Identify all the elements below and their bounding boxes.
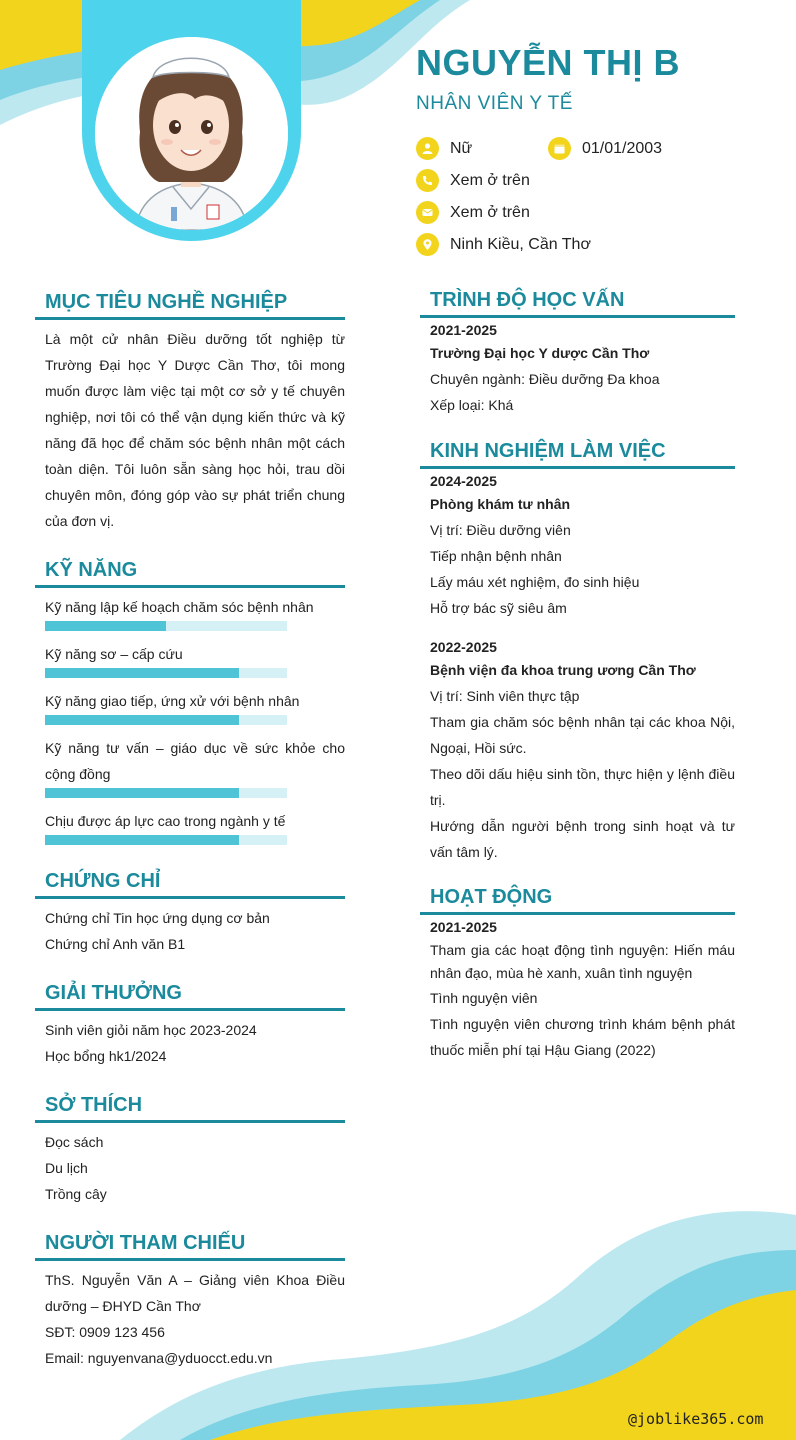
job-org: Bệnh viện đa khoa trung ương Cần Thơ bbox=[430, 662, 696, 678]
phone-row bbox=[416, 169, 530, 192]
nurse-portrait-image bbox=[95, 37, 288, 230]
skill-bar bbox=[45, 715, 287, 725]
watermark: @joblike365.com bbox=[628, 1410, 764, 1428]
skill-label: Kỹ năng tư vấn – giáo dục về sức khỏe cho cộng đồng bbox=[45, 740, 345, 782]
list-item: Sinh viên giỏi năm học 2023-2024 bbox=[45, 1022, 257, 1038]
section-divider bbox=[35, 1258, 345, 1261]
phone-value: Xem ở trên bbox=[450, 171, 530, 189]
photo-frame bbox=[82, 0, 301, 241]
job-years: 2022-2025 bbox=[430, 639, 497, 655]
candidate-name: NGUYỄN THỊ B bbox=[416, 42, 681, 83]
section-title: KỸ NĂNG bbox=[45, 559, 138, 581]
skill-bar-fill bbox=[45, 668, 239, 678]
section-title: MỤC TIÊU NGHỀ NGHIỆP bbox=[45, 291, 288, 313]
education-section bbox=[420, 287, 735, 418]
list-item: Chứng chỉ Tin học ứng dụng cơ bản bbox=[45, 910, 270, 926]
list-item: Trồng cây bbox=[45, 1186, 107, 1202]
job-detail: Lấy máu xét nghiệm, đo sinh hiệu bbox=[430, 574, 640, 590]
skill-bar-fill bbox=[45, 835, 239, 845]
section-divider bbox=[420, 315, 735, 318]
job-detail: Vị trí: Điều dưỡng viên bbox=[430, 522, 571, 538]
mail-icon bbox=[416, 201, 439, 224]
reference-person: ThS. Nguyễn Văn A – Giảng viên Khoa Điều dưỡng – ĐHYD Cần Thơ bbox=[45, 1272, 345, 1314]
activity-item: Tình nguyện viên bbox=[430, 990, 538, 1006]
address-value: Ninh Kiều, Cần Thơ bbox=[450, 235, 591, 253]
reference-phone: SĐT: 0909 123 456 bbox=[45, 1324, 165, 1340]
skill-label: Kỹ năng giao tiếp, ứng xử với bệnh nhân bbox=[45, 693, 300, 709]
job-detail: Hướng dẫn người bệnh trong sinh hoạt và tư vấn tâm lý. bbox=[430, 818, 735, 860]
location-pin-icon bbox=[416, 233, 439, 256]
skill-item bbox=[45, 641, 345, 678]
skill-bar-fill bbox=[45, 788, 239, 798]
section-title: HOẠT ĐỘNG bbox=[430, 886, 553, 908]
skill-bar-fill bbox=[45, 715, 239, 725]
section-divider bbox=[35, 585, 345, 588]
skill-item bbox=[45, 594, 345, 631]
education-grade: Xếp loại: Khá bbox=[430, 397, 514, 413]
skill-bar bbox=[45, 788, 287, 798]
section-title: TRÌNH ĐỘ HỌC VẤN bbox=[430, 289, 625, 311]
email-value: Xem ở trên bbox=[450, 203, 530, 221]
list-item: Đọc sách bbox=[45, 1134, 104, 1150]
job-title: NHÂN VIÊN Y TẾ bbox=[416, 93, 573, 114]
section-divider bbox=[420, 466, 735, 469]
certificates-section bbox=[35, 868, 345, 957]
skill-label: Kỹ năng lập kế hoạch chăm sóc bệnh nhân bbox=[45, 599, 314, 615]
job-detail: Theo dõi dấu hiệu sinh tồn, thực hiện y lệnh điều trị. bbox=[430, 766, 735, 808]
education-years: 2021-2025 bbox=[430, 322, 497, 338]
awards-section bbox=[35, 980, 345, 1069]
skill-item bbox=[45, 808, 345, 845]
skill-bar bbox=[45, 668, 287, 678]
skill-item bbox=[45, 735, 345, 798]
education-major: Chuyên ngành: Điều dưỡng Đa khoa bbox=[430, 371, 660, 387]
job-detail: Hỗ trợ bác sỹ siêu âm bbox=[430, 600, 567, 616]
section-title: GIẢI THƯỞNG bbox=[45, 982, 182, 1004]
list-item: Học bổng hk1/2024 bbox=[45, 1048, 167, 1064]
calendar-icon bbox=[548, 137, 571, 160]
job-detail: Vị trí: Sinh viên thực tập bbox=[430, 688, 580, 704]
job-entry bbox=[430, 471, 735, 621]
objective-section bbox=[35, 289, 345, 534]
activity-item: Tham gia các hoạt động tình nguyện: Hiến máu nhân đạo, mùa hè xanh, xuân tình nguyện bbox=[430, 942, 735, 981]
objective-text: Là một cử nhân Điều dưỡng tốt nghiệp từ Trường Đại học Y Dược Cần Thơ, tôi mong muốn được làm việc tại một cơ sở y tế chuyên nghiệp, nơi tôi có thể vận dụng kiến thức và kỹ năng đã học để chăm sóc bệnh nhân một cách toàn diện. Tôi luôn sẵn sàng học hỏi, trau dồi chuyên môn, đóng góp vào sự phát triển chung của đơn vị. bbox=[45, 331, 345, 529]
skill-bar bbox=[45, 621, 287, 631]
gender-value: Nữ bbox=[450, 139, 473, 157]
hobbies-section bbox=[35, 1092, 345, 1207]
address-row bbox=[416, 233, 591, 256]
section-title: SỞ THÍCH bbox=[45, 1094, 143, 1116]
section-title: CHỨNG CHỈ bbox=[45, 870, 161, 892]
phone-icon bbox=[416, 169, 439, 192]
list-item: Du lịch bbox=[45, 1160, 88, 1176]
activities-years: 2021-2025 bbox=[430, 919, 497, 935]
job-years: 2024-2025 bbox=[430, 473, 497, 489]
skill-bar-fill bbox=[45, 621, 166, 631]
section-divider bbox=[35, 1008, 345, 1011]
skills-section bbox=[35, 557, 345, 855]
job-detail: Tham gia chăm sóc bệnh nhân tại các khoa Nội, Ngoại, Hồi sức. bbox=[430, 714, 735, 756]
email-row bbox=[416, 201, 530, 224]
skill-label: Chịu được áp lực cao trong ngành y tế bbox=[45, 813, 286, 829]
education-school: Trường Đại học Y dược Cần Thơ bbox=[430, 345, 650, 361]
job-entry bbox=[430, 637, 735, 865]
section-title: NGƯỜI THAM CHIẾU bbox=[45, 1232, 246, 1254]
skill-bar bbox=[45, 835, 287, 845]
dob-value: 01/01/2003 bbox=[582, 139, 663, 157]
section-divider bbox=[35, 896, 345, 899]
job-detail: Tiếp nhận bệnh nhân bbox=[430, 548, 562, 564]
references-section bbox=[35, 1230, 345, 1371]
skill-item bbox=[45, 688, 345, 725]
avatar bbox=[95, 37, 288, 230]
section-divider bbox=[420, 912, 735, 915]
section-title: KINH NGHIỆM LÀM VIỆC bbox=[430, 440, 666, 462]
section-divider bbox=[35, 317, 345, 320]
dob-row bbox=[548, 137, 662, 160]
list-item: Chứng chỉ Anh văn B1 bbox=[45, 936, 186, 952]
skill-label: Kỹ năng sơ – cấp cứu bbox=[45, 646, 183, 662]
reference-email: Email: nguyenvana@yduocct.edu.vn bbox=[45, 1350, 273, 1366]
gender-row bbox=[416, 137, 472, 160]
person-icon bbox=[416, 137, 439, 160]
activity-item: Tình nguyện viên chương trình khám bệnh phát thuốc miễn phí tại Hậu Giang (2022) bbox=[430, 1016, 735, 1058]
experience-section bbox=[420, 438, 735, 865]
section-divider bbox=[35, 1120, 345, 1123]
activities-section bbox=[420, 884, 735, 1063]
job-org: Phòng khám tư nhân bbox=[430, 496, 571, 512]
